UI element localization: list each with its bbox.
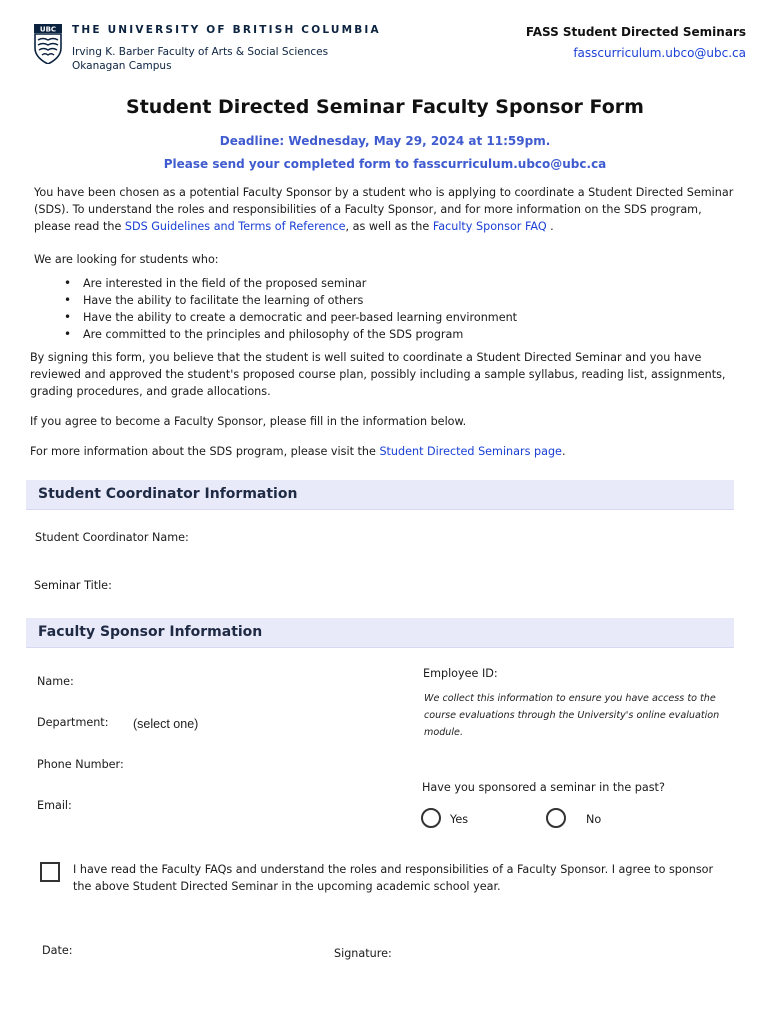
list-item: • Are committed to the principles and philosophy of the SDS program bbox=[64, 326, 517, 343]
no-label: No bbox=[586, 813, 602, 826]
list-item: • Have the ability to create a democratic and peer-based learning environment bbox=[64, 309, 517, 326]
student-coordinator-section-header bbox=[26, 480, 734, 510]
intro-text-1: You have been chosen as a potential Faculty Sponsor by a student who is applying to coordinate a Student Directed Seminar (SDS). To understand the roles and responsibilities of a Faculty Sponsor, and for more information on the SDS program, please read the bbox=[34, 186, 734, 233]
intro-text-2: , as well as the bbox=[345, 220, 433, 233]
name-label: Name: bbox=[37, 675, 74, 688]
contact-email-link[interactable]: fasscurriculum.ubco@ubc.ca bbox=[573, 46, 746, 60]
more-info-text: For more information about the SDS program, please visit the bbox=[30, 445, 380, 458]
date-field[interactable] bbox=[80, 939, 310, 961]
section-title: Student Coordinator Information bbox=[38, 486, 298, 502]
signature-field[interactable] bbox=[394, 940, 724, 966]
deadline-text: Deadline: Wednesday, May 29, 2024 at 11:59pm. bbox=[219, 134, 551, 148]
form-title: Student Directed Seminar Faculty Sponsor Form bbox=[126, 96, 644, 118]
acknowledgement-text: I have read the Faculty FAQs and understand the roles and responsibilities of a Faculty Sponsor. I agree to sponsor the above Student Directed Seminar in the upcoming academic school year. bbox=[73, 863, 714, 893]
email-field[interactable] bbox=[80, 794, 400, 816]
acknowledgement-checkbox[interactable] bbox=[40, 862, 60, 882]
more-info-end: . bbox=[561, 445, 566, 458]
sponsor-name-field[interactable] bbox=[82, 670, 402, 692]
logo-text: UBC bbox=[39, 25, 57, 34]
phone-number-field[interactable] bbox=[130, 753, 400, 775]
student-coordinator-name-label: Student Coordinator Name: bbox=[35, 531, 189, 544]
employee-id-note: We collect this information to ensure you have access to the course evaluations through the University's online evaluation module. bbox=[424, 693, 720, 738]
yes-radio[interactable] bbox=[421, 808, 441, 828]
campus-name: Okanagan Campus bbox=[72, 60, 172, 72]
student-coordinator-name-field[interactable] bbox=[196, 526, 726, 548]
faculty-sponsor-section-header bbox=[26, 618, 734, 648]
no-radio[interactable] bbox=[546, 808, 566, 828]
intro-paragraph bbox=[34, 184, 734, 235]
university-name: THE UNIVERSITY OF BRITISH COLUMBIA bbox=[72, 24, 381, 36]
email-label: Email: bbox=[37, 799, 72, 812]
department-select[interactable]: (select one) bbox=[133, 717, 199, 731]
signing-paragraph: By signing this form, you believe that the student is well suited to coordinate a Student Directed Seminar and you have reviewed and approved the student's proposed course plan, possibly including a sample syllabus, reading list, assignments, grading procedures, and grade allocations. bbox=[30, 351, 726, 398]
faculty-sponsor-faq-link[interactable]: Faculty Sponsor FAQ bbox=[432, 220, 547, 233]
agree-paragraph: If you agree to become a Faculty Sponsor, please fill in the information below. bbox=[30, 415, 467, 428]
yes-label: Yes bbox=[450, 813, 469, 826]
faculty-name: Irving K. Barber Faculty of Arts & Social Sciences bbox=[72, 46, 329, 58]
sds-guidelines-link[interactable]: SDS Guidelines and Terms of Reference bbox=[124, 220, 346, 233]
program-title: FASS Student Directed Seminars bbox=[525, 25, 746, 39]
employee-id-label: Employee ID: bbox=[423, 667, 498, 680]
department-label: Department: bbox=[37, 716, 109, 729]
past-sponsor-question: Have you sponsored a seminar in the past? bbox=[422, 781, 665, 794]
list-item: • Are interested in the field of the proposed seminar bbox=[64, 275, 517, 292]
date-label: Date: bbox=[42, 944, 73, 957]
criteria-list bbox=[64, 275, 517, 343]
phone-number-label: Phone Number: bbox=[37, 758, 124, 771]
section-title: Faculty Sponsor Information bbox=[38, 624, 263, 640]
employee-id-field[interactable] bbox=[500, 662, 730, 684]
intro-text-3: . bbox=[546, 220, 554, 233]
seminar-title-field[interactable] bbox=[118, 574, 726, 596]
seminar-title-label: Seminar Title: bbox=[34, 579, 112, 592]
looking-for-heading: We are looking for students who: bbox=[34, 253, 219, 266]
list-item: • Have the ability to facilitate the learning of others bbox=[64, 292, 517, 309]
more-info-paragraph bbox=[30, 443, 566, 460]
send-to-text: Please send your completed form to fasscurriculum.ubco@ubc.ca bbox=[163, 157, 607, 171]
sds-page-link[interactable]: Student Directed Seminars page bbox=[379, 445, 562, 458]
ubc-crest-logo bbox=[34, 24, 62, 64]
signature-label: Signature: bbox=[334, 947, 392, 960]
